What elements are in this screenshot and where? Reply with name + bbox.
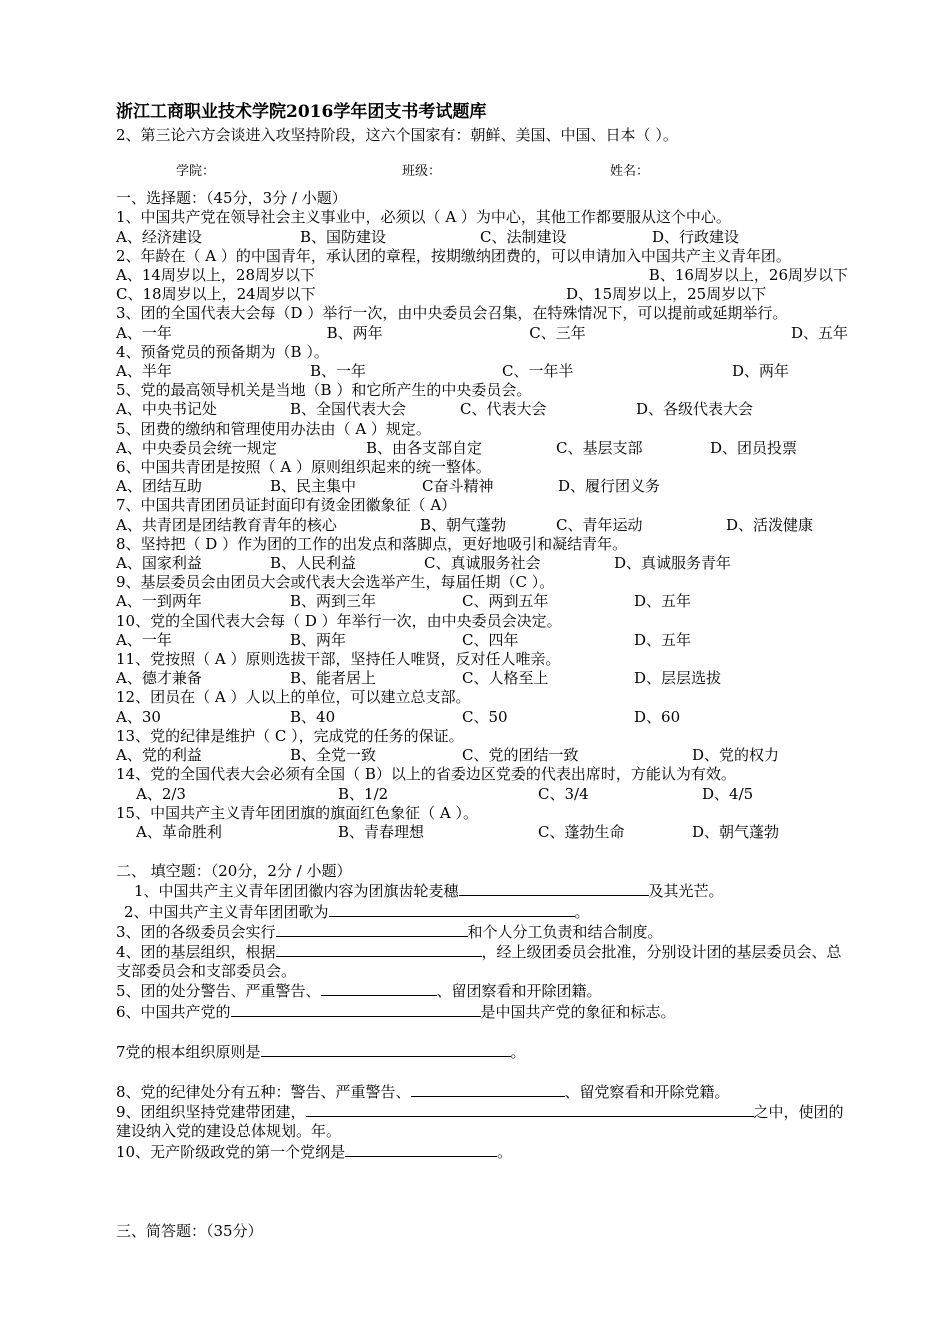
option: C、两到五年: [462, 592, 549, 611]
options-4: [116, 362, 848, 381]
question-4: 4、预备党员的预备期为（B ）。: [116, 342, 329, 361]
options-8: [116, 554, 848, 573]
options-1: [116, 228, 848, 247]
answer-blank[interactable]: [231, 1002, 481, 1017]
answer-blank[interactable]: [411, 1082, 565, 1097]
option: D、五年: [634, 592, 692, 611]
option: C、50: [462, 707, 508, 726]
question-1: 1、中国共产党在领导社会主义事业中，必须以（ A ）为中心，其他工作都要服从这个中心。: [116, 208, 731, 227]
option: D、4/5: [702, 784, 754, 803]
option: B、民主集中: [270, 477, 357, 496]
student-info: [116, 161, 848, 183]
option: C、青年运动: [556, 515, 643, 534]
options-7: [116, 516, 848, 535]
question-3: 3、团的全国代表大会每（D ）举行一次，由中央委员会召集，在特殊情况下，可以提前或延期举行。: [116, 304, 788, 323]
option: B、全党一致: [290, 746, 377, 765]
option: C、代表大会: [460, 400, 547, 419]
question-2: 2、年龄在（ A ）的中国青年，承认团的章程，按期缴纳团费的，可以申请加入中国共产主义青年团。: [116, 246, 791, 265]
section1-heading: 一、选择题：（45分，3分 / 小题）: [116, 189, 347, 208]
answer-blank[interactable]: [306, 1102, 754, 1117]
option: B、1/2: [338, 784, 389, 803]
section2-heading: 二、 填空题：（20分，2分 / 小题）: [116, 862, 352, 881]
option: A、一到两年: [116, 592, 202, 611]
option: D、团员投票: [710, 438, 798, 457]
option: A、一年: [116, 630, 172, 649]
option: C、真诚服务社会: [424, 554, 541, 573]
option: B、能者居上: [290, 669, 377, 688]
class-label: 班级：: [402, 164, 442, 180]
option: B、两到三年: [290, 592, 377, 611]
answer-blank[interactable]: [345, 1142, 497, 1157]
answer-blank[interactable]: [459, 881, 649, 896]
question-13: 13、党的纪律是维护（ C ），完成党的任务的保证。: [116, 726, 464, 745]
option: A、共青团是团结教育青年的核心: [116, 515, 337, 534]
fill-item-3: 3、团的各级委员会实行 和个人分工负责和结合制度。: [116, 922, 663, 941]
option: D、层层选拔: [634, 669, 722, 688]
page-title: 浙江工商职业技术学院2016学年团支书考试题库: [116, 102, 487, 122]
options-10: [116, 631, 848, 650]
intro-question: 2、第三论六方会谈进入攻坚持阶段，这六个国家有：朝鲜、美国、中国、日本（ ）。: [116, 126, 678, 144]
options-6: [116, 477, 848, 496]
option: C、蓬勃生命: [538, 822, 625, 841]
fill-item-2: 2、中国共产主义青年团团歌为 。: [124, 902, 590, 921]
question-12: 12、团员在（ A ）人以上的单位，可以建立总支部。: [116, 688, 471, 707]
options-11: [116, 669, 848, 688]
answer-blank[interactable]: [276, 942, 482, 957]
option: A、半年: [116, 362, 172, 381]
fill-item-1: 1、中国共产主义青年团团徽内容为团旗齿轮麦穗 及其光芒。: [134, 882, 724, 901]
option: B、两年: [290, 630, 347, 649]
option: A、国家利益: [116, 554, 202, 573]
fill-item-10: 10、无产阶级政党的第一个党纲是 。: [116, 1142, 513, 1161]
option: C、18周岁以上，24周岁以下: [116, 285, 316, 304]
option: C、3/4: [538, 784, 589, 803]
option: A、30: [116, 707, 161, 726]
section3-heading: 三、简答题：（35分）: [116, 1221, 263, 1240]
option: D、两年: [732, 362, 790, 381]
question-15: 15、中国共产主义青年团团旗的旗面红色象征（ A ）。: [116, 803, 478, 822]
option: C奋斗精神: [422, 477, 494, 496]
option: A、经济建设: [116, 227, 202, 246]
options-12: [116, 708, 848, 727]
question-5: 5、党的最高领导机关是当地（B ）和它所产生的中央委员会。: [116, 381, 532, 400]
option: D、党的权力: [692, 746, 780, 765]
options-5: [116, 400, 848, 419]
question-6: 6、中国共青团是按照（ A ）原则组织起来的统一整体。: [116, 458, 491, 477]
question-14: 14、党的全国代表大会必须有全国（ B）以上的省委边区党委的代表出席时，方能认为有效。: [116, 765, 736, 784]
answer-blank[interactable]: [261, 1042, 511, 1057]
question-5b: 5、团费的缴纳和管理使用办法由（ A ）规定。: [116, 419, 431, 438]
options-14: [116, 785, 848, 804]
fill-item-8: 8、党的纪律处分有五种：警告、严重警告、 、留党察看和开除党籍。: [116, 1082, 730, 1101]
options-5b: [116, 439, 848, 458]
option: B、青春理想: [338, 822, 425, 841]
option: A、革命胜利: [136, 822, 222, 841]
answer-blank[interactable]: [276, 922, 468, 937]
option: D、五年: [790, 323, 848, 342]
exam-page: [116, 100, 848, 1241]
options-2b: [116, 285, 848, 304]
option: B、国防建设: [300, 227, 387, 246]
question-8: 8、坚持把（ D ）作为团的工作的出发点和落脚点，更好地吸引和凝结青年。: [116, 534, 628, 553]
option: A、中央委员会统一规定: [116, 438, 277, 457]
question-10: 10、党的全国代表大会每（ D ）年举行一次，由中央委员会决定。: [116, 611, 562, 630]
option: C、党的团结一致: [462, 746, 579, 765]
option: A、团结互助: [116, 477, 202, 496]
options-2a: [116, 266, 848, 285]
fill-item-7: 7党的根本组织原则是 。: [116, 1042, 526, 1061]
options-13: [116, 746, 848, 765]
option: B、16周岁以上，26周岁以下: [648, 266, 848, 285]
options-15: [116, 823, 848, 842]
option: B、两年: [326, 323, 383, 342]
option: D、各级代表大会: [636, 400, 754, 419]
option: D、行政建设: [652, 227, 740, 246]
fill-item-9: 9、团组织坚持党建带团建， 之中，使团的建设纳入党的建设总体规划。年。: [116, 1103, 844, 1141]
options-9: [116, 592, 848, 611]
option: A、德才兼备: [116, 669, 202, 688]
option: D、15周岁以上，25周岁以下: [566, 285, 767, 304]
option: D、履行团义务: [558, 477, 661, 496]
college-label: 学院：: [176, 164, 216, 180]
option: B、全国代表大会: [290, 400, 407, 419]
option: D、五年: [634, 630, 692, 649]
fill-item-4: 4、团的基层组织，根据 ，经上级团委员会批准，分别设计团的基层委员会、总支部委员会和支部委员会。: [116, 942, 842, 981]
question-7: 7、中国共青团团员证封面印有烫金团徽象征（ A）: [116, 496, 457, 515]
option: A、2/3: [136, 784, 186, 803]
option: A、中央书记处: [116, 400, 217, 419]
fill-item-6: 6、中国共产党的 是中国共产党的象征和标志。: [116, 1002, 676, 1021]
option: C、人格至上: [462, 669, 549, 688]
options-3: [116, 324, 848, 343]
option: A、党的利益: [116, 746, 202, 765]
answer-blank[interactable]: [321, 981, 437, 996]
name-label: 姓名：: [610, 164, 650, 180]
option: D、60: [634, 707, 681, 726]
option: A、14周岁以上，28周岁以下: [116, 266, 316, 285]
option: B、40: [290, 707, 336, 726]
option: B、朝气蓬勃: [420, 515, 507, 534]
option: C、基层支部: [556, 438, 643, 457]
fill-item-5: 5、团的处分警告、严重警告、 、留团察看和开除团籍。: [116, 982, 602, 1001]
option: C、四年: [462, 630, 519, 649]
question-9: 9、基层委员会由团员大会或代表大会选举产生，每届任期（C ）。: [116, 573, 555, 592]
option: B、由各支部自定: [366, 438, 483, 457]
option: D、真诚服务青年: [614, 554, 732, 573]
option: D、朝气蓬勃: [692, 822, 780, 841]
option: D、活泼健康: [726, 515, 814, 534]
option: C、三年: [529, 323, 586, 342]
question-11: 11、党按照（ A ）原则选拔干部，坚持任人唯贤，反对任人唯亲。: [116, 650, 561, 669]
option: C、法制建设: [480, 227, 567, 246]
option: A、一年: [116, 323, 172, 342]
answer-blank[interactable]: [329, 902, 575, 917]
option: B、人民利益: [270, 554, 357, 573]
option: C、一年半: [502, 362, 574, 381]
option: B、一年: [310, 362, 367, 381]
